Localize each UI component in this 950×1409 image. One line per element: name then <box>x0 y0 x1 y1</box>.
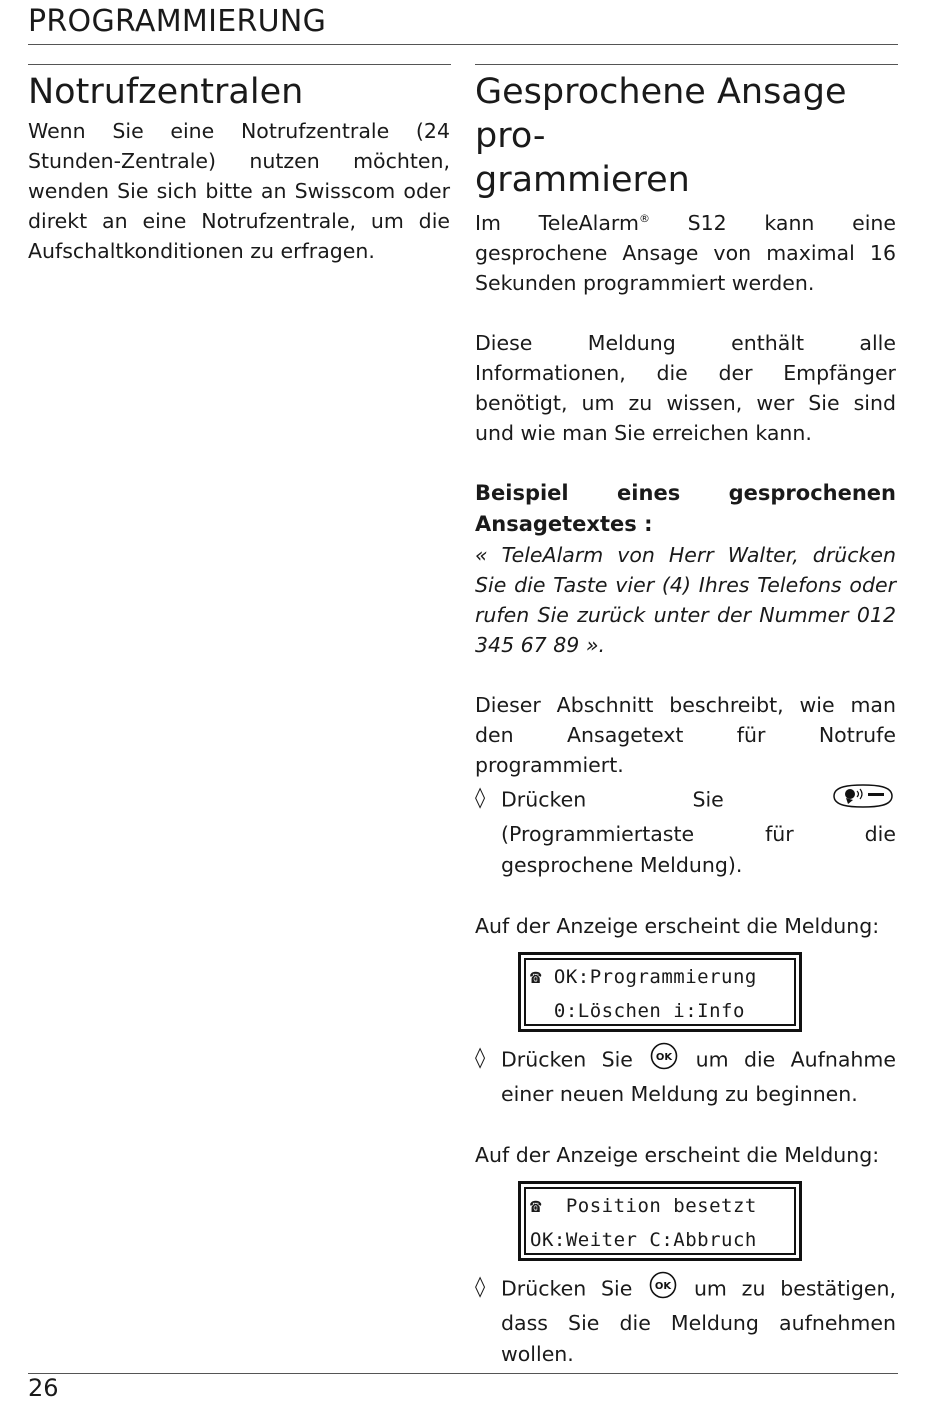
lcd-display-1 <box>518 952 802 1032</box>
example-text: « TeleAlarm von Herr Walter, drücken Sie die Taste vier (4) Ihres Telefons oder rufen Sie zurück unter der Nummer 012 345 67 89 ». <box>475 542 896 657</box>
lcd2-line-2: OK:Weiter C:Abbruch <box>530 1228 757 1251</box>
voice-program-key-icon <box>830 782 896 819</box>
right-column <box>475 70 896 1370</box>
heading-line-1: Gesprochene Ansage pro- <box>475 72 847 156</box>
notrufzentralen-text: Wenn Sie eine Notrufzentrale (24 Stunden-Zentrale) nutzen möchten, wenden Sie sich bitte an Swisscom oder direkt an eine Notrufzentrale, um die Aufschaltkonditionen zu erfragen. <box>28 119 450 263</box>
lcd1-line-1: ☎ OK:Programmierung <box>530 965 757 988</box>
right-column-rule <box>475 64 898 65</box>
svg-text:OK: OK <box>655 1280 672 1292</box>
info-paragraph: Diese Meldung enthält alle Informationen, die der Empfänger benötigt, um zu wissen, wer Sie sind und wie man Sie erreichen kann. <box>475 330 896 445</box>
header-rule <box>28 44 898 45</box>
lcd2-line-1: ☎ Position besetzt <box>530 1194 757 1217</box>
footer-rule <box>28 1373 898 1374</box>
section-heading-notrufzentralen: Notrufzentralen <box>28 72 304 112</box>
svg-text:OK: OK <box>656 1051 673 1063</box>
ok-button-icon <box>647 1271 679 1308</box>
intro-paragraph: Im TeleAlarm® S12 kann eine gesprochene Ansage von maximal 16 Sekunden programmiert werden. <box>475 210 896 295</box>
lcd-display-2 <box>518 1181 802 1261</box>
section-heading-ansage <box>475 70 896 202</box>
step-2: ◊ Drücken Sie OK um die Aufnahme einer neuen Meldung zu beginnen. <box>475 1042 896 1110</box>
left-column <box>28 70 450 266</box>
page-header-title: PROGRAMMIERUNG <box>28 4 327 39</box>
step-3: ◊ Drücken Sie OK um zu bestätigen, dass Sie die Meldung aufnehmen wollen. <box>475 1271 896 1370</box>
display-intro-1: Auf der Anzeige erscheint die Meldung: <box>475 913 880 938</box>
step-1: ◊ Drücken Sie (Programmiertaste für die gesprochene Meldung). <box>475 782 896 881</box>
page-number: 26 <box>28 1374 59 1402</box>
ok-button-icon <box>648 1042 680 1079</box>
lcd1-line-2: 0:Löschen i:Info <box>530 999 745 1022</box>
example-heading: Beispiel eines gesprochenen Ansagetextes : <box>475 480 896 536</box>
left-column-rule <box>28 64 451 65</box>
bullet-mark: ◊ <box>475 784 486 809</box>
registered-mark: ® <box>638 212 650 225</box>
display-intro-2: Auf der Anzeige erscheint die Meldung: <box>475 1142 880 1167</box>
section-description: Dieser Abschnitt beschreibt, wie man den Ansagetext für Notrufe programmiert. <box>475 692 896 777</box>
heading-line-2: grammieren <box>475 160 690 200</box>
